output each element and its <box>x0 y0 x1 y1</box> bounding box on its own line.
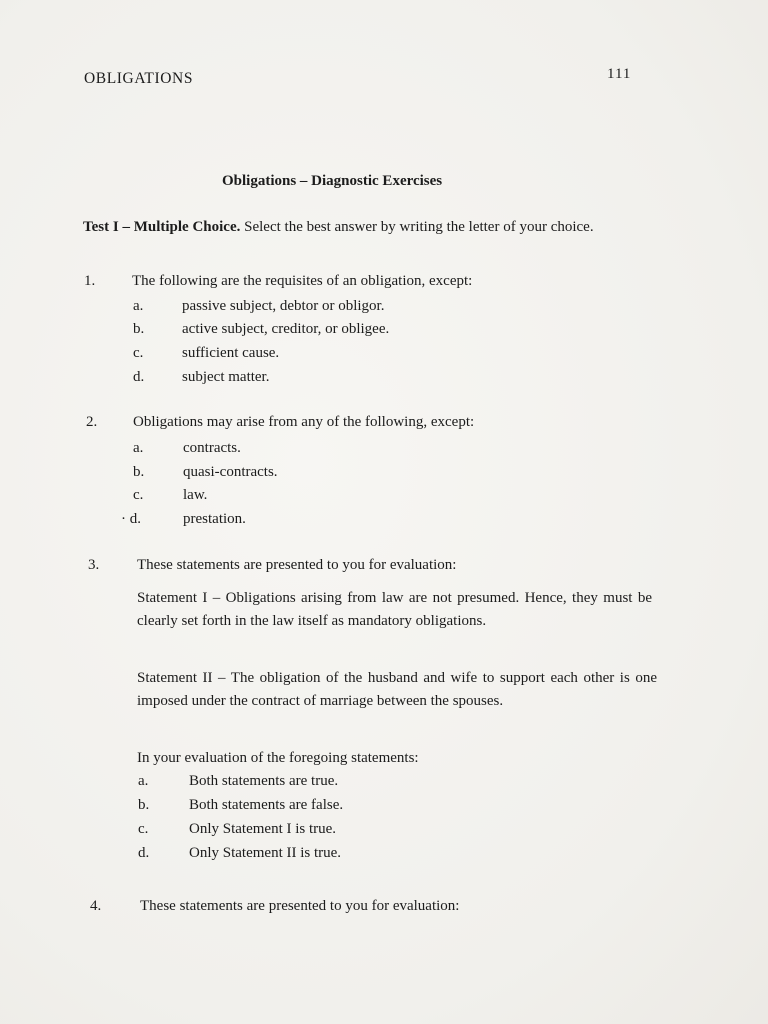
option-text: sufficient cause. <box>182 345 280 361</box>
option-letter: b. <box>133 321 145 337</box>
test-instructions <box>83 216 653 239</box>
question-number: 4. <box>90 898 102 914</box>
option-letter: c. <box>138 821 149 837</box>
option-text: Only Statement I is true. <box>189 821 337 837</box>
option-letter: · d. <box>121 511 141 527</box>
option-letter: a. <box>138 773 149 789</box>
statement-1: Statement I – Obligations arising from law are not presumed. Hence, they must be clearly set forth in the law itself as mandatory obligations. <box>137 590 652 629</box>
statement-2: Statement II – The obligation of the husband and wife to support each other is one imposed under the contract of marriage between the spouses. <box>137 670 657 709</box>
test-instruction-text: Select the best answer by writing the letter of your choice. <box>244 219 594 235</box>
question-4 <box>90 898 650 922</box>
page-number: 111 <box>607 66 632 82</box>
question-stem: These statements are presented to you for evaluation: <box>137 557 457 573</box>
option-letter: d. <box>133 369 145 385</box>
question-number: 1. <box>84 273 96 289</box>
option-letter: b. <box>138 797 150 813</box>
option-text: prestation. <box>183 511 246 527</box>
option-text: quasi-contracts. <box>183 464 278 480</box>
option-letter: d. <box>138 845 150 861</box>
question-stem: The following are the requisites of an obligation, except: <box>132 273 473 289</box>
test-lead: Test I – Multiple Choice. <box>83 219 241 235</box>
section-title: Obligations – Diagnostic Exercises <box>222 173 443 189</box>
question-number: 2. <box>86 414 98 430</box>
question-3 <box>88 557 658 867</box>
option-letter: a. <box>133 298 144 314</box>
running-head: OBLIGATIONS <box>84 70 194 87</box>
option-text: Both statements are true. <box>189 773 339 789</box>
option-text: Only Statement II is true. <box>189 845 342 861</box>
option-letter: c. <box>133 487 144 503</box>
option-text: active subject, creditor, or obligee. <box>182 321 390 337</box>
option-text: law. <box>183 487 208 503</box>
evaluation-prompt: In your evaluation of the foregoing statements: <box>137 750 419 766</box>
option-letter: b. <box>133 464 145 480</box>
question-number: 3. <box>88 557 100 573</box>
option-text: contracts. <box>183 440 241 456</box>
question-stem: These statements are presented to you for evaluation: <box>140 898 460 914</box>
option-text: passive subject, debtor or obligor. <box>182 298 385 314</box>
option-text: Both statements are false. <box>189 797 344 813</box>
option-letter: c. <box>133 345 144 361</box>
option-text: subject matter. <box>182 369 270 385</box>
question-1 <box>84 273 644 393</box>
question-stem: Obligations may arise from any of the following, except: <box>133 414 475 430</box>
question-2 <box>86 414 646 534</box>
option-letter: a. <box>133 440 144 456</box>
